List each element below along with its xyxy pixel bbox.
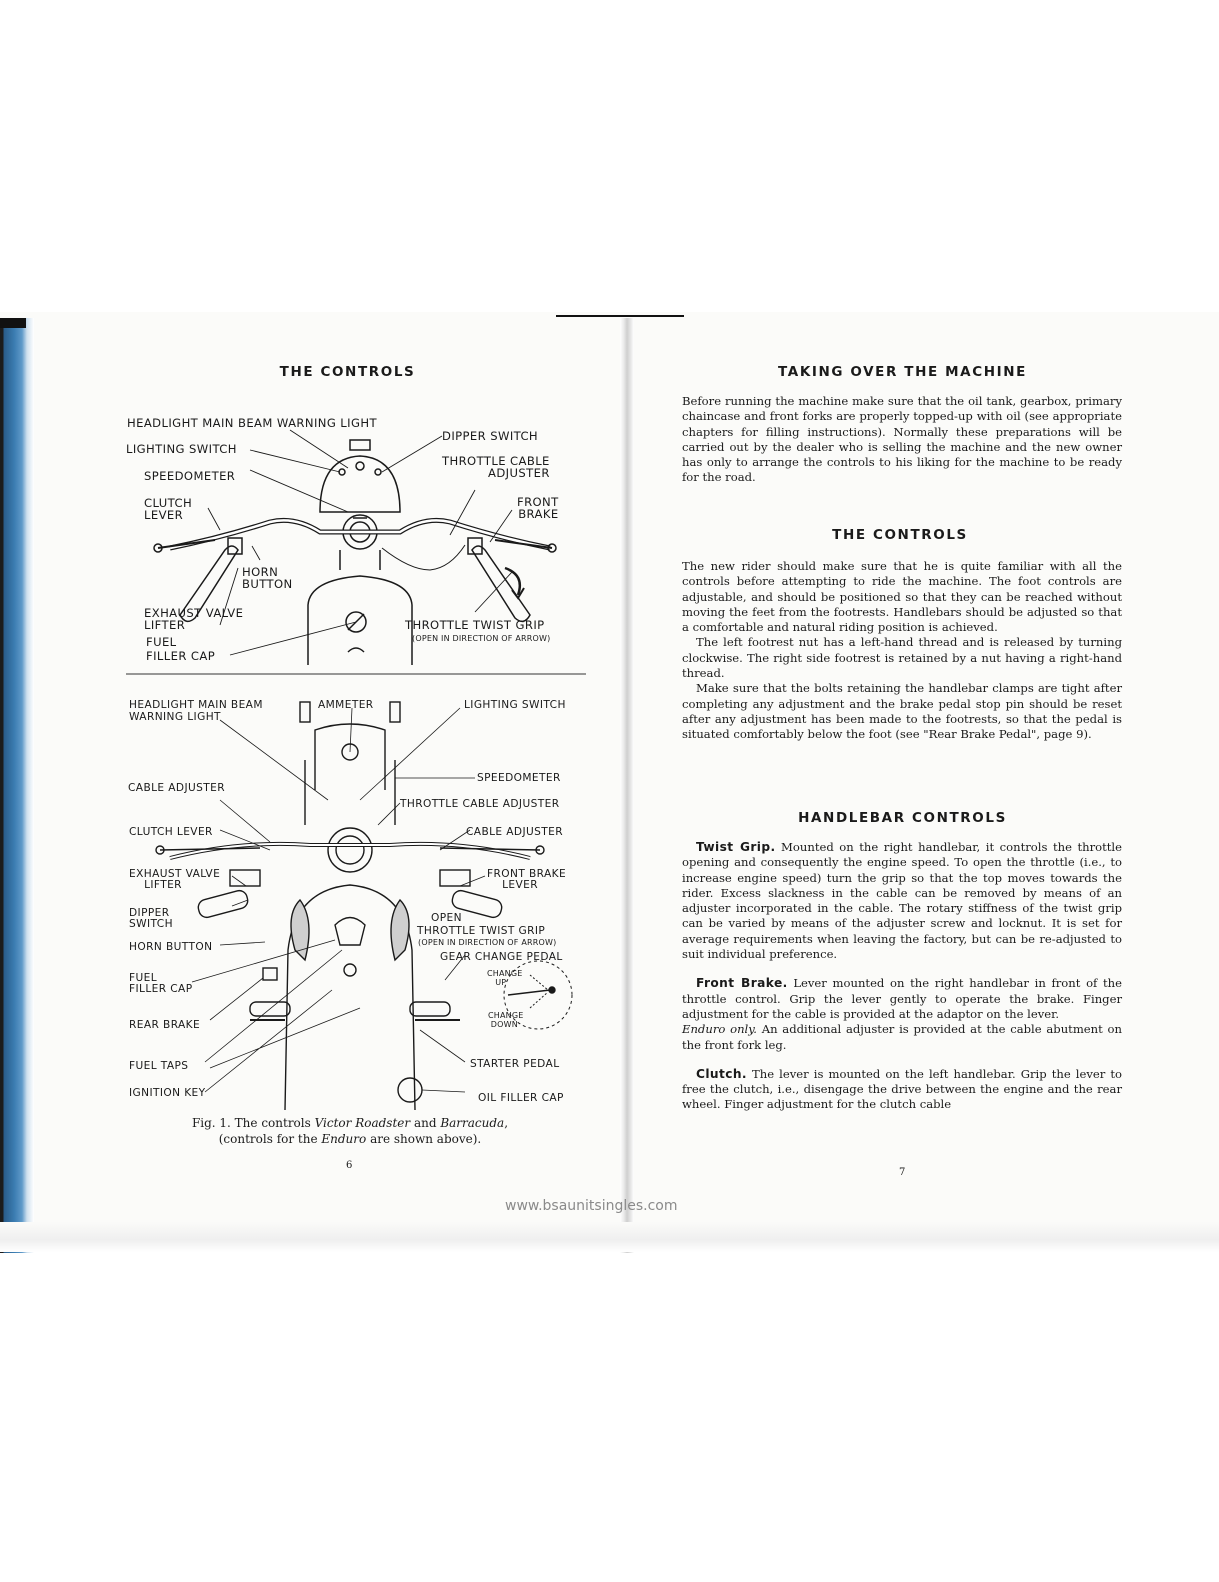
para-twist-grip: Twist Grip. Mounted on the right handlebar, it controls the throttle opening and consequently the engine speed. To open the throttle (i.e., to increase engine speed) turn the grip so that the top moves towards the rider. Excess slackness in the cable can be removed by means of an adjuster incorporated in the cable. The rotary stiffness of the twist grip can be varied by means of the adjuster screw and locknut. It is set for average requirements when leaving the factory, but can be re-adjusted to suit individual preference. [682,840,1123,962]
label-horn-button-top: HORN BUTTON [242,565,293,591]
label-clutch-lever-top: CLUTCH LEVER [144,496,193,522]
para-clutch: Clutch. The lever is mounted on the left handlebar. Grip the lever to free the clutch, i.e., disengage the drive between the engine and the rear wheel. Finger adjustment for the clutch cable [682,1066,1122,1112]
enduro-diagram [120,690,580,1110]
label-gear-change: GEAR CHANGE PEDAL [440,951,563,963]
label-exhaust-valve-bottom: EXHAUST VALVE LIFTER [129,868,221,891]
para-controls-3: Make sure that the bolts retaining the handlebar clamps are tight after completing any adjustment and the brake pedal stop pin should be reset after any adjustment has been made to the footrests, so that the pedal is situated comfortably below the foot (see "Rear Brake Pedal", page 9). [682,681,1122,742]
label-front-brake-bottom: FRONT BRAKE LEVER [487,868,567,891]
label-fuel-taps: FUEL TAPS [129,1060,189,1072]
label-exhaust-valve-top: EXHAUST VALVE LIFTER [144,606,244,632]
para-controls-2: The left footrest nut has a left-hand thread and is released by turning clockwise. The right side footrest is retained by a nut having a right-hand thread. [682,635,1122,681]
label-starter-pedal: STARTER PEDAL [470,1058,560,1070]
label-horn-button-bottom: HORN BUTTON [129,941,213,953]
watermark-url: www.bsaunitsingles.com [505,1198,678,1214]
label-headlight-warning-bottom: HEADLIGHT MAIN BEAM WARNING LIGHT [129,699,263,723]
para-taking-over: Before running the machine make sure that the oil tank, gearbox, primary chaincase and front forks are properly topped-up with oil (see appropriate chapters for filling instructions). Normally these preparations will be carried out by the dealer who is selling the machine and the new owner has only to arrange the controls to his liking for the machine to be ready for the road. [682,394,1122,485]
label-dipper-switch-bottom: DIPPER SWITCH [129,907,173,930]
label-cable-adjuster-right: CABLE ADJUSTER [466,826,564,838]
label-dipper-switch-top: DIPPER SWITCH [442,429,539,443]
label-oil-filler: OIL FILLER CAP [478,1092,564,1104]
label-open: OPEN [431,912,462,924]
para-enduro: Enduro only. An additional adjuster is provided at the cable abutment on the front fork leg. [682,1022,1122,1052]
label-cable-adjuster-left: CABLE ADJUSTER [128,782,226,794]
label-clutch-lever-bottom: CLUTCH LEVER [129,826,213,838]
title-handlebar-controls: HANDLEBAR CONTROLS [798,810,1007,826]
label-lighting-switch-top: LIGHTING SWITCH [126,442,237,456]
label-headlight-warning-top: HEADLIGHT MAIN BEAM WARNING LIGHT [127,416,377,430]
label-fuel-filler-top: FUEL FILLER CAP [146,635,216,663]
label-change-up: CHANGE UP [487,969,523,987]
left-page-title: THE CONTROLS [279,364,416,380]
label-twist-grip-note-bottom: (OPEN IN DIRECTION OF ARROW) [418,938,557,947]
page-edge-line [556,315,684,317]
label-change-down: CHANGE DOWN [488,1011,524,1029]
label-ignition-key: IGNITION KEY [129,1087,206,1099]
label-fuel-filler-bottom: FUEL FILLER CAP [129,972,193,995]
para-front-brake: Front Brake. Lever mounted on the right handlebar in front of the throttle control. Grip the lever gently to operate the brake. Finger adjustment for the cable is provided at the adaptor on the lever. [682,976,1122,1021]
label-speedometer-top: SPEEDOMETER [144,469,236,483]
left-page-number: 6 [346,1160,353,1171]
page-gutter [620,318,634,1253]
label-throttle-cable-top: THROTTLE CABLE ADJUSTER [442,454,550,480]
label-speedometer-bottom: SPEEDOMETER [477,772,561,784]
figure-caption: Fig. 1. The controls Victor Roadster and Barracuda, (controls for the Enduro are shown above). [191,1116,509,1146]
label-rear-brake: REAR BRAKE [129,1019,201,1031]
label-twist-grip-bottom: THROTTLE TWIST GRIP [417,925,546,937]
label-lighting-switch-bottom: LIGHTING SWITCH [464,699,566,711]
right-page-number: 7 [899,1167,906,1178]
label-ammeter-bottom: AMMETER [318,699,374,711]
handlebar-text [682,840,1122,1113]
book-spine-edge [0,318,34,1253]
title-taking-over: TAKING OVER THE MACHINE [778,364,1027,380]
label-front-brake-top: FRONT BRAKE [517,495,559,521]
label-throttle-cable-bottom: THROTTLE CABLE ADJUSTER [400,798,560,810]
label-twist-grip-top: THROTTLE TWIST GRIP [405,618,545,632]
page-bottom-edge [0,1222,1219,1252]
label-twist-grip-note-top: (OPEN IN DIRECTION OF ARROW) [412,634,551,643]
title-the-controls: THE CONTROLS [832,527,968,543]
controls-text [682,559,1122,743]
para-controls-1: The new rider should make sure that he is quite familiar with all the controls before attempting to ride the machine. The foot controls are adjustable, and should be positioned so that they can be reached without moving the feet from the footrests. Handlebars should be adjusted so that a comfortable and natural riding position is achieved. [682,559,1122,635]
figure-divider [126,672,586,676]
